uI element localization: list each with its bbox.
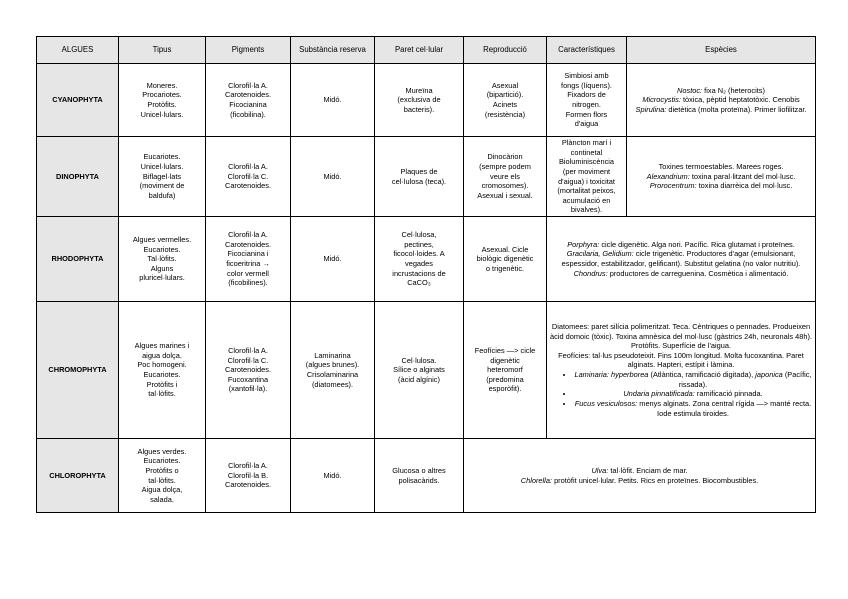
row-name: CHLOROPHYTA	[37, 439, 119, 513]
cell-pigments: Clorofil·la A. Carotenoides. Ficocianina i ficoeritrina → color vermell (ficobilines).	[206, 217, 291, 302]
row-name: CYANOPHYTA	[37, 64, 119, 137]
cell-paret: Mureïna (exclusiva de bacteris).	[375, 64, 464, 137]
header-pigments: Pigments	[206, 37, 291, 64]
row-name: DINOPHYTA	[37, 137, 119, 217]
row-name: CHROMOPHYTA	[37, 302, 119, 439]
cell-especies: Toxines termoestables. Marees roges. Alexandrium: toxina paral·litzant del mol·lusc. Prorocentrum: toxina diarrèica del mol·lusc.	[627, 137, 816, 217]
cell-reproduccio: Feofícies —> cicle digenètic heteromorf (predomina esporòfit).	[464, 302, 547, 439]
cell-caracteristiques-especies: Diatomees: paret silícia polimeritzat. Teca. Cèntriques o pennades. Produeixen àcid domoic (tòxic). Toxina amnèsica del mol·lusc (gàstrics 24h, neuronals 48h). Protòfits. Superfície de l'aigua. Feofícies: tal·lus pseudoteixit. Fins 100m longitud. Molta fucoxantina. Paret alginats. Hapteri, estípit i làmina. • Laminaria: hyperborea (Atlàntica, ramificació digitada), japonica (Pacífic, rissada). • Undaria pinnatificada: ramificació pinnada. • Fucus vesiculosos: menys alginats. Zona central rígida —> manté recta. Iode estimula tiroides.	[547, 302, 816, 439]
species-bullet-list	[550, 370, 812, 418]
cell-reproduccio: Asexual. Cicle biològic digenètic o trigenètic.	[464, 217, 547, 302]
row-name: RHODOPHYTA	[37, 217, 119, 302]
list-item: • Laminaria: hyperborea (Atlàntica, ramificació digitada), japonica (Pacífic, rissada).	[574, 370, 812, 389]
table-row-rhodophyta	[37, 217, 816, 302]
header-algues: ALGUES	[37, 37, 119, 64]
cell-tipus: Eucariotes. Unicel·lulars. Biflagel·lats (moviment de baldufa)	[119, 137, 206, 217]
cell-reserva: Laminarina (algues brunes). Crisolaminarina (diatomees).	[291, 302, 375, 439]
algae-table	[36, 36, 816, 513]
cell-pigments: Clorofil·la A. Carotenoides. Ficocianina (ficobilina).	[206, 64, 291, 137]
cell-especies: Nostoc: fixa N₂ (heterocits) Microcystis: tòxica, pèptid heptatotòxic. Cenobis Spirulina: dietètica (molta proteïna). Primer liofilitzar.	[627, 64, 816, 137]
header-reserva: Substància reserva	[291, 37, 375, 64]
header-tipus: Tipus	[119, 37, 206, 64]
cell-paret: Glucosa o altres polisacàrids.	[375, 439, 464, 513]
cell-reserva: Midó.	[291, 217, 375, 302]
table-row-cyanophyta	[37, 64, 816, 137]
header-reproduccio: Reproducció	[464, 37, 547, 64]
cell-tipus: Algues verdes. Eucariotes. Protòfits o tal·lòfits. Aigua dolça, salada.	[119, 439, 206, 513]
cell-paret: Cel·lulosa, pectines, ficocol·loides. A vegades incrustacions de CaCO₃	[375, 217, 464, 302]
table-row-chlorophyta	[37, 439, 816, 513]
cell-caracteristiques-especies: Porphyra: cicle digenètic. Alga nori. Pacífic. Rica glutamat i proteïnes. Gracilaria, Gelidium: cicle trigenètic. Productores d'agar (emulsionant, espessidor, estabilitzador, gelificant). Substitut gelatina (no valor nutritiu). Chondrus: productores de carreguenina. Cosmètica i alimentació.	[547, 217, 816, 302]
table-row-chromophyta	[37, 302, 816, 439]
cell-pigments: Clorofil·la A. Clorofil·la C. Carotenoides.	[206, 137, 291, 217]
cell-caracteristiques: Plàncton marí i continetal Bioluminiscència (per moviment d'aigua) i toxicitat (mortalitat peixos, acumulació en bivalves).	[547, 137, 627, 217]
cell-tipus: Moneres. Procariotes. Protòfits. Unicel·lulars.	[119, 64, 206, 137]
cell-reproduccio: Dinocàrion (sempre podem veure els cromosomes). Asexual i sexual.	[464, 137, 547, 217]
list-item: • Fucus vesiculosos: menys alginats. Zona central rígida —> manté recta. Iode estimula tiroides.	[574, 399, 812, 418]
cell-reserva: Midó.	[291, 137, 375, 217]
header-paret: Paret cel·lular	[375, 37, 464, 64]
cell-pigments: Clorofil·la A. Clorofil·la C. Carotenoides. Fucoxantina (xantofil·la).	[206, 302, 291, 439]
list-item: • Undaria pinnatificada: ramificació pinnada.	[574, 389, 812, 399]
cell-reproduccio-especies: Ulva: tal·lòfit. Enciam de mar. Chlorella: protòfit unicel·lular. Petits. Rics en proteïnes. Biocombustibles.	[464, 439, 816, 513]
cell-reserva: Midó.	[291, 439, 375, 513]
header-caracteristiques: Característiques	[547, 37, 627, 64]
header-row	[37, 37, 816, 64]
header-especies: Espècies	[627, 37, 816, 64]
cell-pigments: Clorofil·la A. Clorofil·la B. Carotenoides.	[206, 439, 291, 513]
cell-paret: Plaques de cel·lulosa (teca).	[375, 137, 464, 217]
cell-reproduccio: Asexual (bipartició). Acinets (resistència)	[464, 64, 547, 137]
cell-paret: Cel·lulosa. Sílice o alginats (àcid algínic)	[375, 302, 464, 439]
cell-reserva: Midó.	[291, 64, 375, 137]
cell-tipus: Algues vermelles. Eucariotes. Tal·lòfits. Alguns pluricel·lulars.	[119, 217, 206, 302]
cell-caracteristiques: Simbiosi amb fongs (líquens). Fixadors de nitrogen. Formen flors d'aigua	[547, 64, 627, 137]
table-row-dinophyta	[37, 137, 816, 217]
cell-tipus: Algues marines i aigua dolça. Poc homogeni. Eucariotes. Protòfits i tal·lòfits.	[119, 302, 206, 439]
